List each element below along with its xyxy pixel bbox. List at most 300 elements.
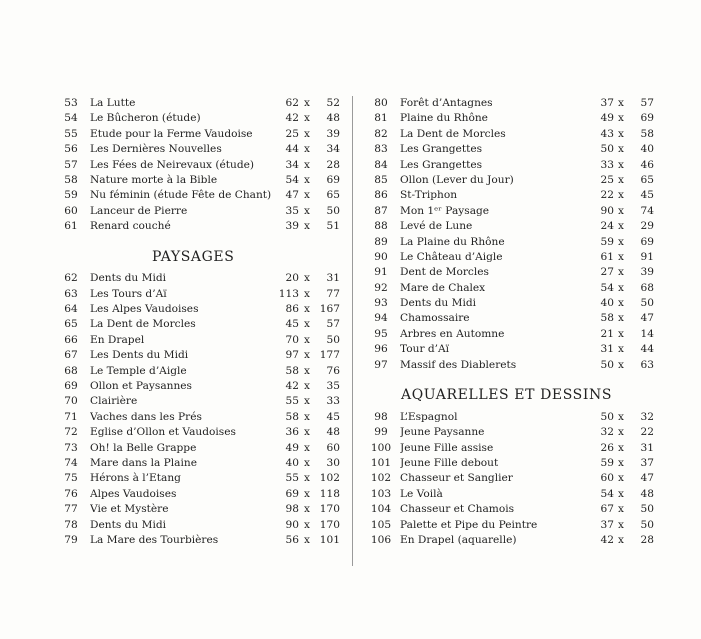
times-sign: x (618, 189, 624, 202)
width-value: 54 (600, 487, 614, 500)
height-value: 50 (326, 204, 340, 217)
height-value: 50 (640, 503, 654, 516)
times-sign: x (304, 456, 310, 469)
catalogue-number: 97 (374, 358, 388, 371)
height-value: 48 (326, 112, 340, 125)
artwork-title: Les Dents du Midi (90, 349, 189, 362)
list-item (60, 379, 345, 394)
height-value: 101 (319, 533, 340, 546)
artwork-title: La Lutte (90, 97, 136, 109)
times-sign: x (304, 112, 310, 125)
height-value: 69 (640, 112, 654, 125)
height-value: 52 (326, 97, 340, 109)
list-item (368, 487, 658, 502)
height-value: 69 (326, 173, 340, 186)
height-value: 118 (319, 487, 340, 500)
artwork-title: Oh! la Belle Grappe (90, 441, 197, 454)
height-value: 48 (326, 426, 340, 439)
width-value: 43 (600, 127, 614, 140)
height-value: 32 (640, 410, 654, 423)
times-sign: x (618, 533, 624, 546)
catalogue-number: 92 (374, 281, 388, 294)
artwork-title: Forêt d’Antagnes (400, 97, 493, 109)
artwork-title: Jeune Fille assise (400, 441, 494, 454)
catalogue-number: 68 (64, 364, 78, 377)
list-right-top (368, 96, 658, 373)
list-item (368, 456, 658, 471)
artwork-title: Vie et Mystère (90, 503, 169, 516)
artwork-title: Plaine du Rhône (400, 112, 488, 125)
height-value: 63 (640, 358, 654, 371)
artwork-title: Vaches dans les Prés (90, 410, 202, 423)
height-value: 31 (326, 272, 340, 285)
times-sign: x (618, 173, 624, 186)
times-sign: x (618, 220, 624, 233)
catalogue-number: 104 (370, 503, 392, 516)
times-sign: x (618, 343, 624, 356)
times-sign: x (304, 303, 310, 316)
times-sign: x (304, 173, 310, 186)
list-item (60, 173, 345, 188)
width-value: 86 (285, 303, 299, 316)
artwork-title: Les Grangettes (400, 158, 483, 171)
catalogue-number: 106 (370, 533, 392, 546)
width-value: 98 (285, 503, 299, 516)
list-item (368, 296, 658, 311)
artwork-title: Etude pour la Ferme Vaudoise (90, 127, 253, 140)
width-value: 90 (285, 518, 299, 531)
catalogue-number: 69 (64, 380, 78, 393)
times-sign: x (304, 333, 310, 346)
list-item (368, 188, 658, 203)
section-heading-aquarelles: AQUARELLES ET DESSINS (401, 387, 613, 404)
catalogue-number: 55 (64, 127, 78, 140)
catalogue-number: 88 (374, 220, 388, 233)
catalogue-number: 76 (64, 487, 78, 500)
list-item (368, 281, 658, 296)
list-paysages (60, 271, 345, 548)
height-value: 50 (326, 333, 340, 346)
artwork-title: Le Château d’Aigle (400, 250, 503, 263)
catalogue-number: 94 (374, 312, 388, 325)
width-value: 37 (600, 97, 614, 109)
artwork-title: Les Tours d’Aï (90, 287, 167, 300)
spacer (368, 373, 658, 388)
catalogue-number: 95 (374, 327, 388, 340)
list-item (368, 410, 658, 425)
list-item (60, 364, 345, 379)
catalogue-number: 74 (64, 456, 78, 469)
times-sign: x (304, 127, 310, 140)
artwork-title: Le Voilà (400, 487, 443, 500)
artwork-title: Le Temple d’Aigle (90, 364, 187, 377)
catalogue-number: 67 (64, 349, 78, 362)
times-sign: x (618, 97, 624, 109)
times-sign: x (618, 472, 624, 485)
width-value: 42 (285, 380, 299, 393)
artwork-title: Jeune Fille debout (400, 456, 499, 469)
catalogue-number: 100 (370, 441, 392, 454)
catalogue-number: 75 (64, 472, 78, 485)
height-value: 39 (640, 266, 654, 279)
list-left-top (60, 96, 345, 235)
artwork-title: La Dent de Morcles (400, 127, 506, 140)
artwork-title: La Plaine du Rhône (400, 235, 505, 248)
artwork-title: Le Bûcheron (étude) (90, 112, 201, 125)
times-sign: x (618, 235, 624, 248)
width-value: 59 (600, 235, 614, 248)
catalogue-number: 77 (64, 503, 78, 516)
width-value: 40 (285, 456, 299, 469)
height-value: 50 (640, 297, 654, 310)
times-sign: x (304, 287, 310, 300)
catalogue-number: 71 (64, 410, 78, 423)
width-value: 50 (600, 143, 614, 156)
artwork-title: Levé de Lune (400, 220, 473, 233)
list-item (60, 502, 345, 517)
height-value: 50 (640, 518, 654, 531)
width-value: 31 (600, 343, 614, 356)
list-item (60, 127, 345, 142)
list-item (60, 142, 345, 157)
times-sign: x (304, 380, 310, 393)
catalogue-number: 82 (374, 127, 388, 140)
catalogue-number: 60 (64, 204, 78, 217)
height-value: 30 (326, 456, 340, 469)
height-value: 170 (319, 503, 340, 516)
width-value: 54 (285, 173, 299, 186)
times-sign: x (618, 250, 624, 263)
list-item (60, 219, 345, 234)
width-value: 67 (600, 503, 614, 516)
times-sign: x (304, 318, 310, 331)
width-value: 58 (285, 364, 299, 377)
artwork-title: Renard couché (90, 220, 171, 233)
times-sign: x (304, 487, 310, 500)
list-item (60, 317, 345, 332)
height-value: 167 (319, 303, 340, 316)
times-sign: x (304, 472, 310, 485)
list-item (60, 410, 345, 425)
list-item (60, 471, 345, 486)
times-sign: x (618, 112, 624, 125)
list-item (368, 358, 658, 373)
catalogue-number: 105 (370, 518, 392, 531)
catalogue-number: 84 (374, 158, 388, 171)
catalogue-number: 59 (64, 189, 78, 202)
height-value: 65 (640, 173, 654, 186)
list-item (368, 219, 658, 234)
width-value: 34 (285, 158, 299, 171)
width-value: 62 (285, 97, 299, 109)
width-value: 90 (600, 204, 614, 217)
width-value: 21 (600, 327, 614, 340)
artwork-title: La Dent de Morcles (90, 318, 196, 331)
width-value: 20 (285, 272, 299, 285)
height-value: 68 (640, 281, 654, 294)
list-item (368, 127, 658, 142)
times-sign: x (304, 97, 310, 109)
catalogue-number: 87 (374, 204, 388, 217)
artwork-title: Lanceur de Pierre (90, 204, 188, 217)
list-aquarelles (368, 410, 658, 549)
list-item (60, 518, 345, 533)
height-value: 35 (326, 380, 340, 393)
catalogue-number: 72 (64, 426, 78, 439)
artwork-title: Dent de Morcles (400, 266, 489, 279)
catalogue-number: 57 (64, 158, 78, 171)
catalogue-number: 81 (374, 112, 388, 125)
times-sign: x (618, 503, 624, 516)
list-item (368, 425, 658, 440)
height-value: 44 (640, 343, 654, 356)
list-item (368, 518, 658, 533)
width-value: 42 (600, 533, 614, 546)
times-sign: x (618, 487, 624, 500)
catalogue-number: 96 (374, 343, 388, 356)
times-sign: x (304, 426, 310, 439)
height-value: 14 (640, 327, 654, 340)
artwork-title: Nature morte à la Bible (90, 173, 218, 186)
list-item (368, 471, 658, 486)
catalogue-number: 90 (374, 250, 388, 263)
catalogue-number: 73 (64, 441, 78, 454)
list-item (368, 235, 658, 250)
list-item (60, 425, 345, 440)
artwork-title: Dents du Midi (90, 518, 167, 531)
artwork-title: Chamossaire (400, 312, 470, 325)
catalogue-number: 83 (374, 143, 388, 156)
list-item (368, 250, 658, 265)
list-item (60, 394, 345, 409)
height-value: 58 (640, 127, 654, 140)
width-value: 45 (285, 318, 299, 331)
list-item (368, 502, 658, 517)
artwork-title: Dents du Midi (90, 272, 167, 285)
width-value: 60 (600, 472, 614, 485)
left-column (60, 96, 345, 548)
times-sign: x (304, 158, 310, 171)
times-sign: x (304, 143, 310, 156)
times-sign: x (618, 410, 624, 423)
artwork-title: Eglise d’Ollon et Vaudoises (90, 426, 236, 439)
artwork-title: Ollon et Paysannes (90, 380, 192, 393)
times-sign: x (618, 358, 624, 371)
catalogue-number: 103 (370, 487, 392, 500)
artwork-title: Les Grangettes (400, 143, 483, 156)
height-value: 57 (640, 97, 654, 109)
catalogue-number: 58 (64, 173, 78, 186)
width-value: 69 (285, 487, 299, 500)
catalogue-number: 93 (374, 297, 388, 310)
list-item (368, 111, 658, 126)
times-sign: x (304, 189, 310, 202)
catalogue-number: 102 (370, 472, 392, 485)
times-sign: x (618, 127, 624, 140)
width-value: 44 (285, 143, 299, 156)
list-item (60, 188, 345, 203)
height-value: 37 (640, 456, 654, 469)
list-item (60, 96, 345, 111)
artwork-title: St-Triphon (400, 189, 458, 202)
times-sign: x (304, 410, 310, 423)
height-value: 39 (326, 127, 340, 140)
artwork-title: Chasseur et Sanglier (400, 472, 513, 485)
times-sign: x (618, 456, 624, 469)
artwork-title: Mare dans la Plaine (90, 456, 197, 469)
times-sign: x (618, 297, 624, 310)
catalogue-number: 65 (64, 318, 78, 331)
width-value: 55 (285, 395, 299, 408)
width-value: 97 (285, 349, 299, 362)
width-value: 55 (285, 472, 299, 485)
list-item (368, 204, 658, 219)
width-value: 26 (600, 441, 614, 454)
list-item (60, 456, 345, 471)
artwork-title: En Drapel (aquarelle) (400, 533, 517, 546)
height-value: 33 (326, 395, 340, 408)
catalogue-number: 79 (64, 533, 78, 546)
list-item (60, 111, 345, 126)
width-value: 50 (600, 410, 614, 423)
catalogue-number: 78 (64, 518, 78, 531)
artwork-title: Mare de Chalex (400, 281, 486, 294)
catalogue-number: 70 (64, 395, 78, 408)
catalogue-number: 62 (64, 272, 78, 285)
catalogue-number: 86 (374, 189, 388, 202)
width-value: 49 (285, 441, 299, 454)
artwork-title: Arbres en Automne (400, 327, 505, 340)
times-sign: x (618, 266, 624, 279)
artwork-title: Les Dernières Nouvelles (90, 143, 222, 156)
times-sign: x (618, 204, 624, 217)
catalogue-number: 80 (374, 97, 388, 109)
width-value: 58 (600, 312, 614, 325)
list-item (60, 348, 345, 363)
list-item (368, 327, 658, 342)
width-value: 70 (285, 333, 299, 346)
width-value: 33 (600, 158, 614, 171)
height-value: 45 (326, 410, 340, 423)
times-sign: x (618, 158, 624, 171)
list-item (60, 441, 345, 456)
times-sign: x (304, 272, 310, 285)
list-item (368, 265, 658, 280)
width-value: 42 (285, 112, 299, 125)
width-value: 24 (600, 220, 614, 233)
artwork-title: Jeune Paysanne (400, 426, 485, 439)
artwork-title: Hérons à l’Etang (90, 472, 181, 485)
width-value: 49 (600, 112, 614, 125)
catalogue-number: 91 (374, 266, 388, 279)
list-item (368, 441, 658, 456)
height-value: 46 (640, 158, 654, 171)
width-value: 37 (600, 518, 614, 531)
artwork-title: Ollon (Lever du Jour) (400, 173, 514, 186)
artwork-title: En Drapel (90, 333, 145, 346)
width-value: 61 (600, 250, 614, 263)
artwork-title: Les Alpes Vaudoises (90, 303, 199, 316)
height-value: 48 (640, 487, 654, 500)
artwork-title: L’Espagnol (400, 410, 458, 423)
artwork-title: Tour d’Aï (400, 343, 450, 356)
list-item (368, 342, 658, 357)
catalogue-number: 53 (64, 97, 78, 109)
times-sign: x (618, 281, 624, 294)
height-value: 60 (326, 441, 340, 454)
catalogue-number: 66 (64, 333, 78, 346)
column-divider (352, 96, 353, 566)
width-value: 35 (285, 204, 299, 217)
artwork-title: Palette et Pipe du Peintre (400, 518, 538, 531)
height-value: 69 (640, 235, 654, 248)
height-value: 177 (319, 349, 340, 362)
height-value: 74 (640, 204, 654, 217)
times-sign: x (618, 143, 624, 156)
list-item (368, 533, 658, 548)
catalogue-number: 98 (374, 410, 388, 423)
times-sign: x (304, 204, 310, 217)
height-value: 34 (326, 143, 340, 156)
width-value: 32 (600, 426, 614, 439)
section-heading-paysages: PAYSAGES (152, 248, 235, 265)
spacer (60, 235, 345, 250)
height-value: 76 (326, 364, 340, 377)
width-value: 56 (285, 533, 299, 546)
width-value: 25 (600, 173, 614, 186)
times-sign: x (304, 364, 310, 377)
list-item (368, 96, 658, 111)
height-value: 47 (640, 312, 654, 325)
catalogue-number: 99 (374, 426, 388, 439)
artwork-title: Alpes Vaudoises (90, 487, 177, 500)
times-sign: x (618, 441, 624, 454)
width-value: 113 (278, 287, 299, 300)
times-sign: x (304, 441, 310, 454)
list-item (368, 173, 658, 188)
artwork-title: Clairière (90, 395, 138, 408)
width-value: 47 (285, 189, 299, 202)
artwork-title: Mon 1ᵉʳ Paysage (400, 204, 490, 217)
width-value: 36 (285, 426, 299, 439)
catalogue-number: 64 (64, 303, 78, 316)
times-sign: x (618, 518, 624, 531)
height-value: 40 (640, 143, 654, 156)
list-item (368, 142, 658, 157)
times-sign: x (304, 533, 310, 546)
list-item (60, 271, 345, 286)
artwork-title: Massif des Diablerets (400, 358, 517, 371)
catalogue-number: 85 (374, 173, 388, 186)
times-sign: x (304, 349, 310, 362)
height-value: 170 (319, 518, 340, 531)
catalogue-number: 89 (374, 235, 388, 248)
catalogue-number: 54 (64, 112, 78, 125)
height-value: 45 (640, 189, 654, 202)
times-sign: x (618, 312, 624, 325)
times-sign: x (304, 395, 310, 408)
list-item (368, 158, 658, 173)
height-value: 91 (640, 250, 654, 263)
list-item (60, 287, 345, 302)
times-sign: x (618, 426, 624, 439)
times-sign: x (304, 503, 310, 516)
height-value: 51 (326, 220, 340, 233)
catalogue-number: 56 (64, 143, 78, 156)
list-item (60, 333, 345, 348)
list-item (60, 533, 345, 548)
height-value: 102 (319, 472, 340, 485)
